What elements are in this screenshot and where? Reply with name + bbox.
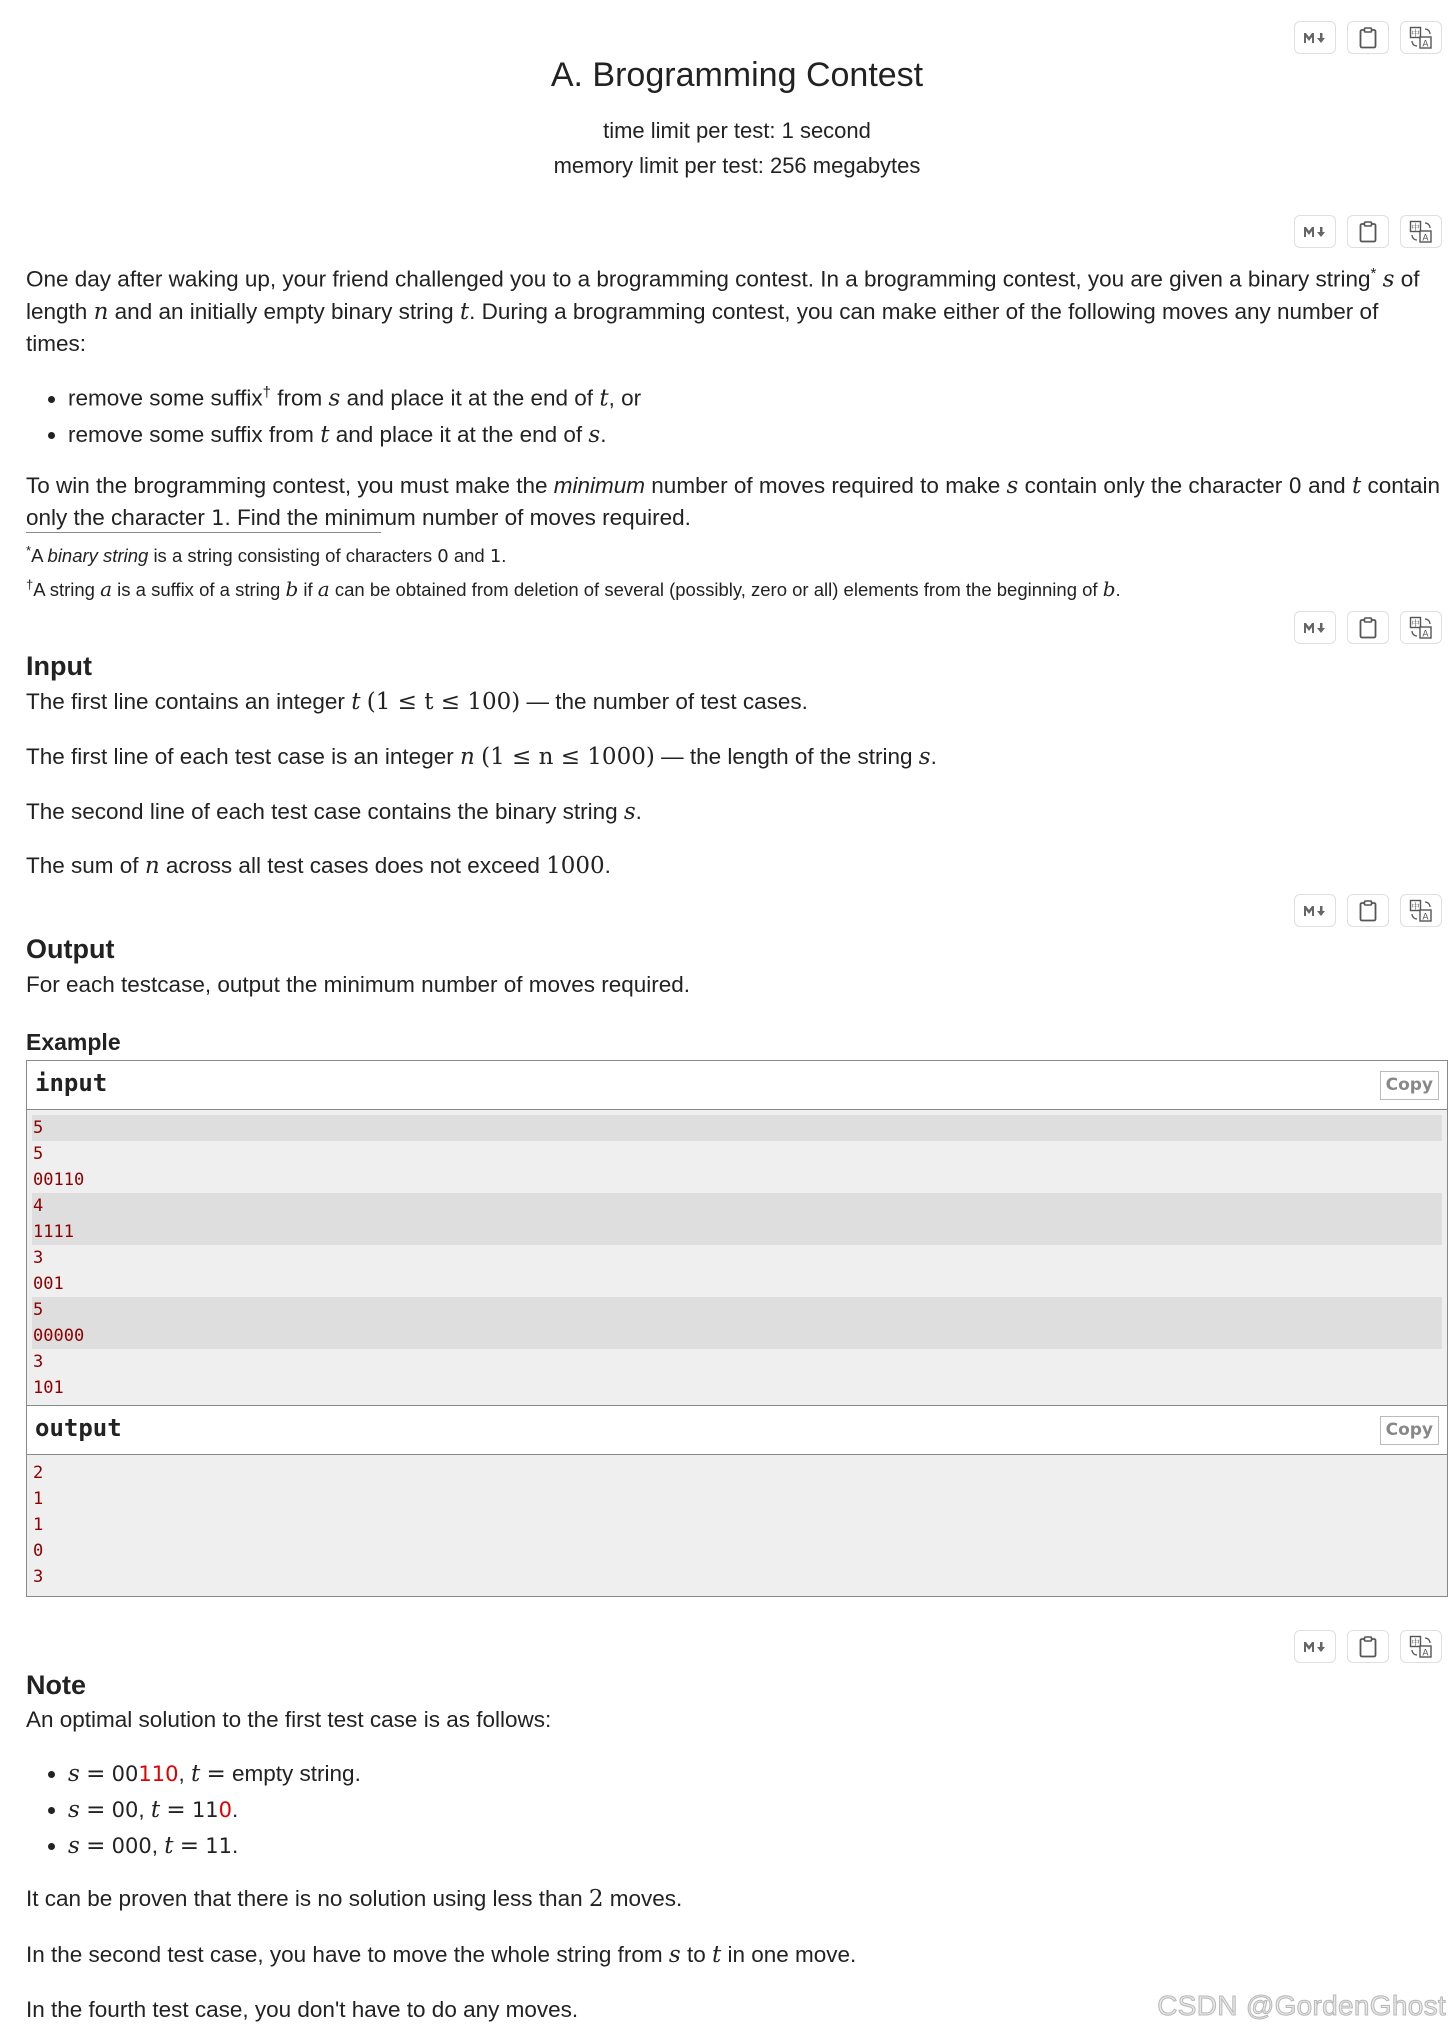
example-input-line: 5 bbox=[32, 1115, 1442, 1141]
toolbar-note bbox=[1294, 1630, 1442, 1663]
copy-markdown-button[interactable] bbox=[1294, 215, 1336, 248]
example-input-line: 00000 bbox=[32, 1323, 1442, 1349]
footnote-binary-string: *A binary string is a string consisting of characters 0 and 1. bbox=[26, 543, 507, 568]
markdown-icon bbox=[1303, 904, 1327, 918]
svg-text:A: A bbox=[1422, 233, 1429, 243]
clipboard-icon bbox=[1359, 27, 1377, 49]
clipboard-icon bbox=[1359, 617, 1377, 639]
copy-markdown-button[interactable] bbox=[1294, 1630, 1336, 1663]
footnote-suffix: †A string a is a suffix of a string b if a can be obtained from deletion of several (possibly, zero or all) elements from the beginning of b. bbox=[26, 577, 1121, 602]
problem-title: A. Brogramming Contest bbox=[550, 56, 924, 94]
example-output-line: 1 bbox=[33, 1515, 44, 1535]
svg-text:中: 中 bbox=[1411, 222, 1420, 232]
example-input-box bbox=[26, 1060, 1448, 1408]
markdown-icon bbox=[1303, 621, 1327, 635]
example-input-line: 001 bbox=[33, 1274, 64, 1294]
translate-button[interactable] bbox=[1400, 1630, 1442, 1663]
svg-text:中: 中 bbox=[1411, 28, 1420, 38]
copy-markdown-button[interactable] bbox=[1294, 21, 1336, 54]
watermark: CSDN @GordenGhost bbox=[1157, 1990, 1446, 2021]
list-item: • s = 00110, t = empty string. bbox=[68, 1756, 361, 1792]
translate-button[interactable] bbox=[1400, 894, 1442, 927]
example-input-line: 101 bbox=[33, 1378, 64, 1398]
clipboard-icon bbox=[1359, 221, 1377, 243]
translate-button[interactable] bbox=[1400, 215, 1442, 248]
copy-clipboard-button[interactable] bbox=[1347, 21, 1389, 54]
svg-text:中: 中 bbox=[1411, 901, 1420, 911]
copy-markdown-button[interactable] bbox=[1294, 894, 1336, 927]
svg-text:A: A bbox=[1422, 629, 1429, 639]
footnote-divider bbox=[26, 532, 381, 533]
svg-text:A: A bbox=[1422, 39, 1429, 49]
example-input-line: 4 bbox=[32, 1193, 1442, 1219]
example-input-label: input bbox=[35, 1069, 108, 1097]
example-input-line: 00110 bbox=[33, 1170, 85, 1190]
example-title: Example bbox=[26, 1029, 121, 1055]
output-description: For each testcase, output the minimum number of moves required. bbox=[26, 972, 691, 997]
example-input-line: 5 bbox=[33, 1144, 44, 1164]
svg-text:中: 中 bbox=[1411, 1637, 1420, 1647]
moves-list bbox=[42, 375, 641, 453]
copy-output-button[interactable]: Copy bbox=[1380, 1416, 1439, 1445]
markdown-icon bbox=[1303, 225, 1327, 239]
translate-icon bbox=[1409, 616, 1433, 640]
copy-input-button[interactable]: Copy bbox=[1380, 1071, 1439, 1100]
copy-clipboard-button[interactable] bbox=[1347, 215, 1389, 248]
copy-clipboard-button[interactable] bbox=[1347, 611, 1389, 644]
translate-icon bbox=[1409, 899, 1433, 923]
translate-button[interactable] bbox=[1400, 611, 1442, 644]
note-section-title: Note bbox=[26, 1670, 86, 1700]
statement-paragraph-1: One day after waking up, your friend challenged you to a brogramming contest. In a brogramming contest, you are given a binary string* s of length n and an initially empty binary string t. During a brogramming contest, you can make either of the following moves any number of times: bbox=[26, 265, 1420, 356]
list-item: • remove some suffix† from s and place it at the end of t, or bbox=[68, 375, 641, 417]
list-item: • s = 000, t = 11. bbox=[68, 1828, 361, 1864]
footnote-mark: * bbox=[1370, 265, 1377, 282]
toolbar-header bbox=[1294, 21, 1442, 54]
example-input-content bbox=[27, 1110, 1447, 1407]
toolbar-output bbox=[1294, 894, 1442, 927]
example-input-line: 3 bbox=[33, 1352, 44, 1372]
note-intro: An optimal solution to the first test case is as follows: bbox=[26, 1707, 552, 1732]
input-line-3: The second line of each test case contains the binary string s. bbox=[26, 799, 642, 825]
example-output-box bbox=[26, 1405, 1448, 1597]
list-item: • remove some suffix from t and place it at the end of s. bbox=[68, 417, 641, 453]
clipboard-icon bbox=[1359, 1636, 1377, 1658]
example-input-line: 5 bbox=[32, 1297, 1442, 1323]
markdown-icon bbox=[1303, 31, 1327, 45]
example-input-line: 1111 bbox=[32, 1219, 1442, 1245]
example-output-line: 1 bbox=[33, 1489, 44, 1509]
note-steps-list bbox=[42, 1756, 361, 1864]
copy-clipboard-button[interactable] bbox=[1347, 894, 1389, 927]
svg-text:A: A bbox=[1422, 1648, 1429, 1658]
svg-text:中: 中 bbox=[1411, 618, 1420, 628]
svg-text:A: A bbox=[1422, 912, 1429, 922]
copy-clipboard-button[interactable] bbox=[1347, 1630, 1389, 1663]
example-input-line: 3 bbox=[33, 1248, 44, 1268]
example-output-content bbox=[27, 1455, 1447, 1596]
translate-icon bbox=[1409, 1635, 1433, 1659]
note-paragraph-1: It can be proven that there is no solution using less than 2 moves. bbox=[26, 1886, 683, 1912]
list-item: • s = 00, t = 110. bbox=[68, 1792, 361, 1828]
statement-paragraph-2: To win the brogramming contest, you must make the minimum number of moves required to make s contain only the character 0 and t contain only the character 1. Find the minimum number of moves required. bbox=[26, 473, 1441, 530]
input-line-2: The first line of each test case is an integer n (1 ≤ n ≤ 1000) — the length of the string s. bbox=[26, 744, 937, 770]
input-line-4: The sum of n across all test cases does not exceed 1000. bbox=[26, 853, 611, 879]
output-section-title: Output bbox=[26, 934, 115, 964]
example-output-line: 3 bbox=[33, 1567, 44, 1587]
translate-icon bbox=[1409, 220, 1433, 244]
clipboard-icon bbox=[1359, 900, 1377, 922]
copy-markdown-button[interactable] bbox=[1294, 611, 1336, 644]
example-output-header bbox=[27, 1406, 1447, 1455]
memory-limit: memory limit per test: 256 megabytes bbox=[553, 153, 921, 178]
toolbar-statement bbox=[1294, 215, 1442, 248]
example-input-header bbox=[27, 1061, 1447, 1110]
time-limit: time limit per test: 1 second bbox=[603, 118, 871, 143]
note-paragraph-3: In the fourth test case, you don't have to do any moves. bbox=[26, 1997, 579, 2022]
translate-button[interactable] bbox=[1400, 21, 1442, 54]
markdown-icon bbox=[1303, 1640, 1327, 1654]
note-paragraph-2: In the second test case, you have to move the whole string from s to t in one move. bbox=[26, 1942, 857, 1968]
example-output-line: 2 bbox=[33, 1463, 44, 1483]
example-output-line: 0 bbox=[33, 1541, 44, 1561]
example-output-label: output bbox=[35, 1414, 122, 1442]
input-line-1: The first line contains an integer t (1 ≤ t ≤ 100) — the number of test cases. bbox=[26, 689, 808, 715]
input-section-title: Input bbox=[26, 651, 92, 681]
translate-icon bbox=[1409, 26, 1433, 50]
toolbar-input bbox=[1294, 611, 1442, 644]
